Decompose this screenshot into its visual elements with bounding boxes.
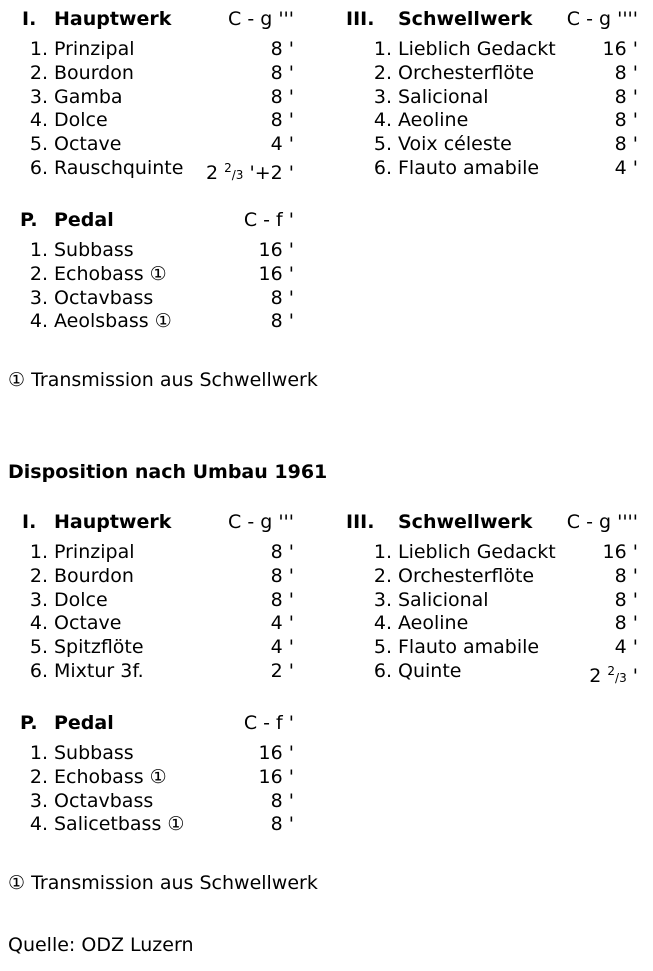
stop-footage: 8 ' bbox=[270, 109, 294, 132]
stop-footage: 8 ' bbox=[614, 588, 638, 611]
stop-row bbox=[352, 133, 638, 157]
stop-number: 6. bbox=[29, 659, 48, 682]
stop-name: Orchesterflöte bbox=[398, 61, 535, 84]
stop-footage: 16 ' bbox=[258, 262, 294, 285]
stop-number: 1. bbox=[29, 541, 48, 563]
stop-footage: 8 ' bbox=[270, 286, 294, 309]
stop-name: Octave bbox=[54, 133, 122, 156]
stop-number: 4. bbox=[29, 310, 48, 333]
stop-footage: 16 ' bbox=[258, 742, 294, 764]
stop-row bbox=[8, 565, 294, 589]
stop-row bbox=[8, 287, 294, 311]
stop-name: Prinzipal bbox=[54, 541, 135, 563]
stop-name: Echobass ① bbox=[54, 262, 167, 285]
stop-footage: 8 ' bbox=[614, 564, 638, 587]
stop-row bbox=[8, 612, 294, 636]
division-numeral: P. bbox=[20, 209, 38, 231]
stop-footage: 16 ' bbox=[258, 239, 294, 261]
stop-row bbox=[352, 636, 638, 660]
original-schwellwerk bbox=[346, 8, 638, 181]
stop-row bbox=[8, 86, 294, 110]
stop-number: 1. bbox=[29, 239, 48, 261]
stop-footage: 16 ' bbox=[602, 38, 638, 60]
stop-number: 1. bbox=[373, 38, 392, 60]
stop-number: 4. bbox=[29, 612, 48, 635]
stop-footage: 8 ' bbox=[270, 310, 294, 333]
stop-number: 2. bbox=[373, 564, 392, 587]
stop-footage: 8 ' bbox=[614, 133, 638, 156]
stop-row bbox=[8, 263, 294, 287]
stop-name: Rauschquinte bbox=[54, 156, 184, 179]
stop-name: Aeolsbass ① bbox=[54, 310, 172, 333]
division-header bbox=[8, 209, 294, 239]
stop-footage: 4 ' bbox=[270, 636, 294, 659]
stop-row bbox=[8, 109, 294, 133]
division-header bbox=[8, 712, 294, 742]
division-header bbox=[346, 8, 638, 38]
stop-number: 4. bbox=[373, 109, 392, 132]
division-title: Pedal bbox=[54, 209, 114, 231]
stop-number: 2. bbox=[29, 262, 48, 285]
stop-footage: 8 ' bbox=[270, 541, 294, 563]
stop-number: 3. bbox=[29, 85, 48, 108]
stop-footage: 8 ' bbox=[270, 38, 294, 60]
stop-name: Aeoline bbox=[398, 109, 469, 132]
stop-row bbox=[8, 589, 294, 613]
stop-footage: 8 ' bbox=[270, 789, 294, 812]
stop-name: Dolce bbox=[54, 109, 108, 132]
stop-row bbox=[8, 541, 294, 565]
rebuilt-schwellwerk bbox=[346, 511, 638, 687]
stop-name: Orchesterflöte bbox=[398, 564, 535, 587]
stop-footage: 8 ' bbox=[270, 85, 294, 108]
stop-name: Subbass bbox=[54, 742, 134, 764]
stop-footage: 2 ' bbox=[270, 659, 294, 682]
footnote: ① Transmission aus Schwellwerk bbox=[8, 369, 318, 391]
stop-number: 4. bbox=[29, 109, 48, 132]
stop-footage: 4 ' bbox=[614, 156, 638, 179]
stop-name: Flauto amabile bbox=[398, 156, 540, 179]
stop-number: 1. bbox=[373, 541, 392, 563]
stop-number: 3. bbox=[373, 85, 392, 108]
stop-name: Salicional bbox=[398, 85, 489, 108]
division-range: C - g ''' bbox=[228, 511, 294, 533]
stop-footage: 8 ' bbox=[614, 109, 638, 132]
division-numeral: III. bbox=[346, 8, 375, 30]
stop-number: 3. bbox=[29, 789, 48, 812]
stop-footage: 2 $^2$/3 '+2 ' bbox=[205, 160, 294, 184]
stop-row bbox=[352, 38, 638, 62]
stop-row bbox=[352, 109, 638, 133]
stop-name: Gamba bbox=[54, 85, 123, 108]
stop-row bbox=[352, 612, 638, 636]
stop-number: 5. bbox=[373, 636, 392, 659]
original-pedal bbox=[8, 209, 294, 334]
division-header bbox=[8, 511, 294, 541]
stop-footage: 4 ' bbox=[270, 612, 294, 635]
stop-footage: 8 ' bbox=[614, 61, 638, 84]
stop-row bbox=[8, 62, 294, 86]
stop-row bbox=[352, 589, 638, 613]
division-range: C - g '''' bbox=[566, 8, 638, 30]
stop-number: 6. bbox=[29, 156, 48, 179]
stop-row bbox=[8, 156, 294, 184]
stop-row bbox=[8, 38, 294, 62]
division-numeral: I. bbox=[22, 8, 37, 30]
stop-name: Salicetbass ① bbox=[54, 813, 185, 836]
division-numeral: I. bbox=[22, 511, 37, 533]
rebuilt-pedal bbox=[8, 712, 294, 837]
stop-row bbox=[8, 239, 294, 263]
rebuilt-hauptwerk bbox=[8, 511, 294, 684]
stop-number: 5. bbox=[373, 133, 392, 156]
stop-number: 4. bbox=[29, 813, 48, 836]
division-range: C - f ' bbox=[243, 209, 294, 231]
stop-name: Octavbass bbox=[54, 789, 154, 812]
stop-number: 1. bbox=[29, 38, 48, 60]
stop-name: Flauto amabile bbox=[398, 636, 540, 659]
stop-row bbox=[352, 86, 638, 110]
stop-row bbox=[352, 541, 638, 565]
stop-number: 2. bbox=[373, 61, 392, 84]
stop-number: 2. bbox=[29, 61, 48, 84]
stop-row bbox=[8, 133, 294, 157]
stop-name: Prinzipal bbox=[54, 38, 135, 60]
division-header bbox=[346, 511, 638, 541]
stop-number: 3. bbox=[29, 588, 48, 611]
stop-footage: 8 ' bbox=[270, 564, 294, 587]
stop-name: Salicional bbox=[398, 588, 489, 611]
stop-footage: 8 ' bbox=[614, 612, 638, 635]
division-numeral: III. bbox=[346, 511, 375, 533]
division-range: C - g ''' bbox=[228, 8, 294, 30]
stop-footage: 4 ' bbox=[270, 133, 294, 156]
stop-name: Bourdon bbox=[54, 61, 134, 84]
stop-name: Mixtur 3f. bbox=[54, 659, 144, 682]
division-title: Hauptwerk bbox=[54, 511, 172, 533]
stop-number: 6. bbox=[373, 659, 392, 682]
stop-row bbox=[8, 790, 294, 814]
stop-name: Octavbass bbox=[54, 286, 154, 309]
stop-name: Subbass bbox=[54, 239, 134, 261]
stop-number: 3. bbox=[373, 588, 392, 611]
stop-name: Dolce bbox=[54, 588, 108, 611]
stop-row bbox=[8, 660, 294, 684]
division-title: Schwellwerk bbox=[398, 8, 533, 30]
stop-footage: 8 ' bbox=[270, 588, 294, 611]
stop-row bbox=[8, 742, 294, 766]
division-title: Schwellwerk bbox=[398, 511, 533, 533]
stop-row bbox=[8, 766, 294, 790]
original-hauptwerk bbox=[8, 8, 294, 184]
stop-number: 5. bbox=[29, 636, 48, 659]
stop-footage: 2 $^2$/3 ' bbox=[589, 663, 638, 687]
stop-name: Spitzflöte bbox=[54, 636, 144, 659]
stop-name: Lieblich Gedackt bbox=[398, 38, 556, 60]
stop-footage: 16 ' bbox=[258, 765, 294, 788]
stop-number: 3. bbox=[29, 286, 48, 309]
stop-footage: 16 ' bbox=[602, 541, 638, 563]
division-title: Hauptwerk bbox=[54, 8, 172, 30]
division-title: Pedal bbox=[54, 712, 114, 734]
stop-row bbox=[352, 565, 638, 589]
division-range: C - f ' bbox=[243, 712, 294, 734]
stop-name: Voix céleste bbox=[398, 133, 512, 156]
stop-name: Aeoline bbox=[398, 612, 469, 635]
stop-footage: 8 ' bbox=[614, 85, 638, 108]
stop-row bbox=[352, 659, 638, 687]
stop-number: 6. bbox=[373, 156, 392, 179]
stop-number: 4. bbox=[373, 612, 392, 635]
stop-row bbox=[8, 813, 294, 837]
stop-name: Lieblich Gedackt bbox=[398, 541, 556, 563]
stop-row bbox=[352, 62, 638, 86]
stop-name: Quinte bbox=[398, 659, 462, 682]
stop-footage: 8 ' bbox=[270, 813, 294, 836]
stop-name: Echobass ① bbox=[54, 765, 167, 788]
stop-name: Octave bbox=[54, 612, 122, 635]
stop-footage: 8 ' bbox=[270, 61, 294, 84]
stop-name: Bourdon bbox=[54, 564, 134, 587]
stop-number: 2. bbox=[29, 564, 48, 587]
division-range: C - g '''' bbox=[566, 511, 638, 533]
stop-row bbox=[8, 310, 294, 334]
stop-row bbox=[352, 157, 638, 181]
footnote: ① Transmission aus Schwellwerk bbox=[8, 872, 318, 894]
source-note: Quelle: ODZ Luzern bbox=[8, 934, 194, 956]
section-title: Disposition nach Umbau 1961 bbox=[8, 461, 328, 483]
division-header bbox=[8, 8, 294, 38]
stop-row bbox=[8, 636, 294, 660]
stop-number: 1. bbox=[29, 742, 48, 764]
division-numeral: P. bbox=[20, 712, 38, 734]
stop-footage: 4 ' bbox=[614, 636, 638, 659]
stop-number: 5. bbox=[29, 133, 48, 156]
stop-number: 2. bbox=[29, 765, 48, 788]
